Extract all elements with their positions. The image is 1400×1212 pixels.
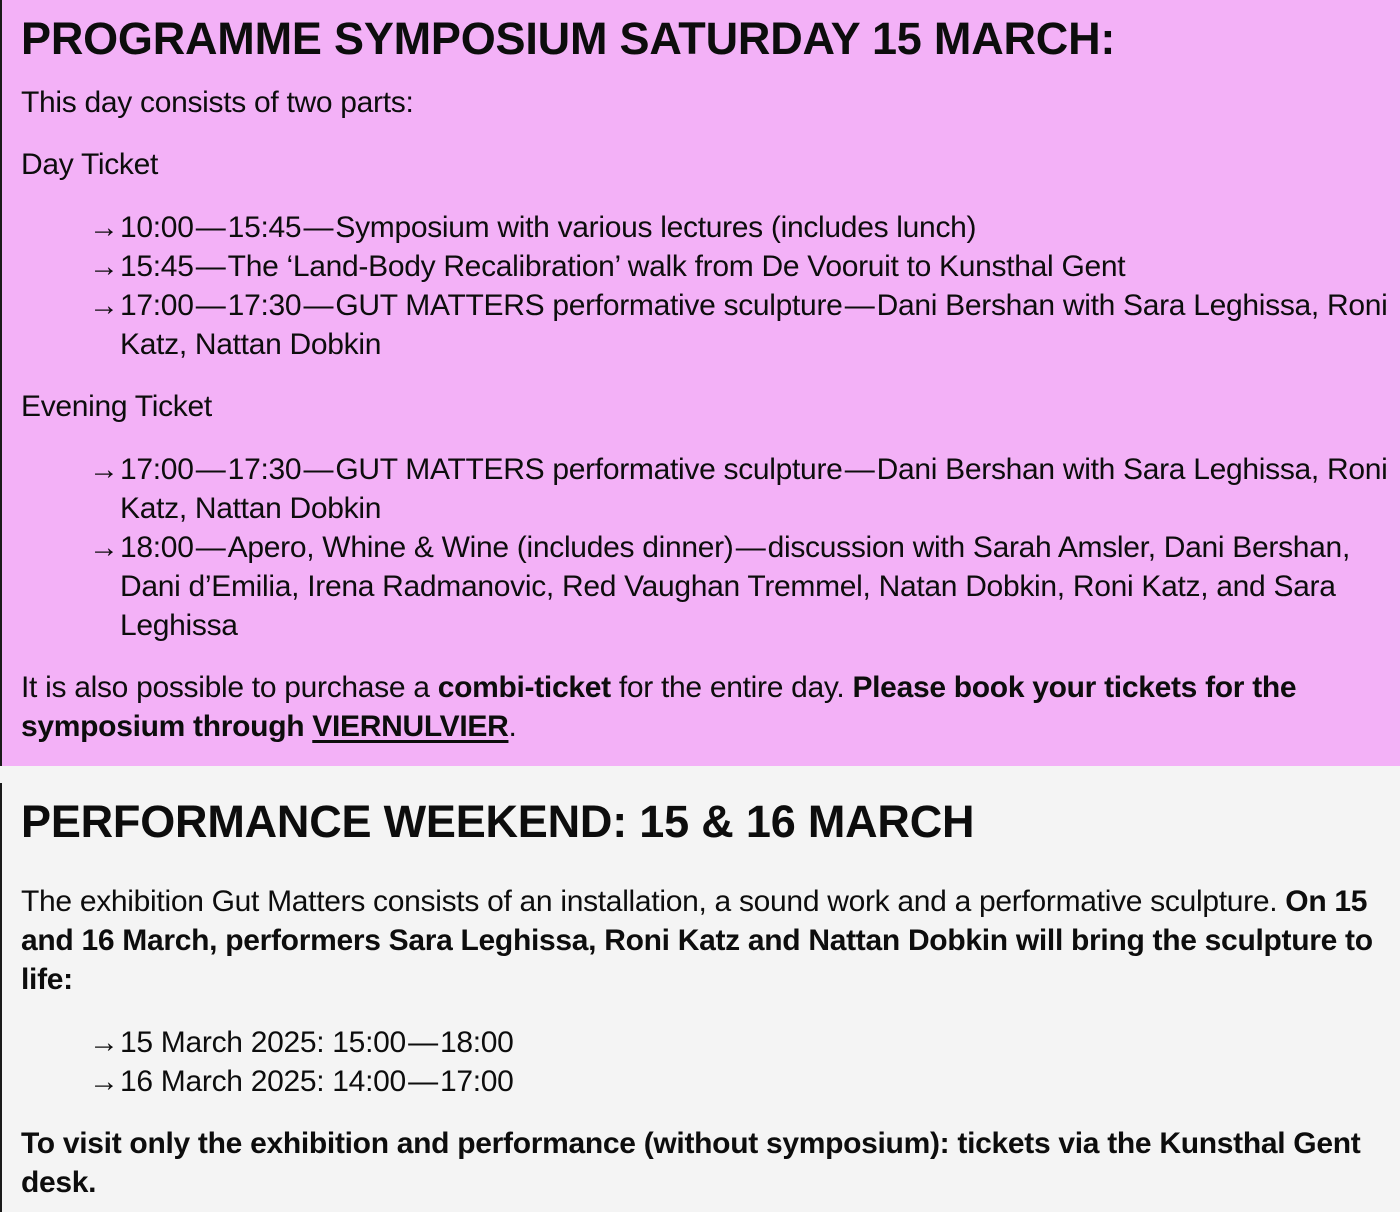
arrow-right-icon: →	[89, 453, 119, 486]
performance-title: PERFORMANCE WEEKEND: 15 & 16 MARCH	[21, 796, 975, 847]
symposium-footer	[21, 668, 1390, 746]
evening-item-text: 18:00 — Apero, Whine & Wine (includes dinner) — discussion with Sarah Amsler, Dani Bershan, Dani d’Emilia, Irena Radmanovic, Red Vaughan Tremmel, Natan Dobkin, Roni Katz, and Sara Leghissa	[120, 531, 1350, 642]
performance-intro	[21, 882, 1390, 999]
evening-item-text: 17:00 — 17:30 — GUT MATTERS performative sculpture — Dani Bershan with Sara Leghissa, Roni Katz, Nattan Dobkin	[120, 453, 1388, 525]
day-item-text: 17:00 — 17:30 — GUT MATTERS performative sculpture — Dani Bershan with Sara Leghissa, Roni Katz, Nattan Dobkin	[120, 289, 1388, 361]
list-item	[89, 1062, 1390, 1101]
date-text: 15 March 2025: 15:00 — 18:00	[120, 1026, 514, 1059]
list-item	[89, 247, 1390, 286]
arrow-right-icon: →	[89, 1026, 119, 1059]
arrow-right-icon: →	[89, 1065, 119, 1098]
symposium-intro: This day consists of two parts:	[21, 86, 414, 119]
footer-pre-text: It is also possible to purchase a	[21, 671, 438, 704]
day-ticket-label: Day Ticket	[21, 148, 159, 181]
list-item	[89, 208, 1390, 247]
footer-mid-text: for the entire day.	[610, 671, 853, 704]
performance-section	[0, 783, 1400, 1212]
day-ticket-list	[21, 208, 1390, 364]
day-item-text: 10:00 — 15:45 — Symposium with various lectures (includes lunch)	[120, 211, 977, 244]
evening-ticket-label: Evening Ticket	[21, 390, 212, 423]
booking-note: Please book your tickets for the symposium through	[21, 671, 1297, 743]
evening-ticket-list	[21, 450, 1390, 645]
arrow-right-icon: →	[89, 289, 119, 322]
performance-intro-bold: On 15 and 16 March, performers Sara Leghissa, Roni Katz and Nattan Dobkin will bring the sculpture to life:	[21, 885, 1373, 996]
performance-closing: To visit only the exhibition and performance (without symposium): tickets via the Kunsthal Gent desk.	[21, 1127, 1361, 1199]
list-item	[89, 1023, 1390, 1062]
list-item	[89, 286, 1390, 364]
day-item-text: 15:45 — The ‘Land-Body Recalibration’ walk from De Vooruit to Kunsthal Gent	[120, 250, 1126, 283]
combi-ticket-text: combi-ticket	[437, 671, 611, 704]
symposium-title: PROGRAMME SYMPOSIUM SATURDAY 15 MARCH:	[21, 13, 1116, 64]
arrow-right-icon: →	[89, 211, 119, 244]
date-text: 16 March 2025: 14:00 — 17:00	[120, 1065, 514, 1098]
viernulvier-link[interactable]: VIERNULVIER	[312, 710, 509, 743]
footer-end-text: .	[508, 710, 517, 743]
list-item	[89, 450, 1390, 528]
performance-intro-text: The exhibition Gut Matters consists of an installation, a sound work and a performative sculpture.	[21, 885, 1286, 918]
arrow-right-icon: →	[89, 250, 119, 283]
performance-dates-list	[21, 1023, 1390, 1101]
list-item	[89, 528, 1390, 645]
arrow-right-icon: →	[89, 531, 119, 564]
